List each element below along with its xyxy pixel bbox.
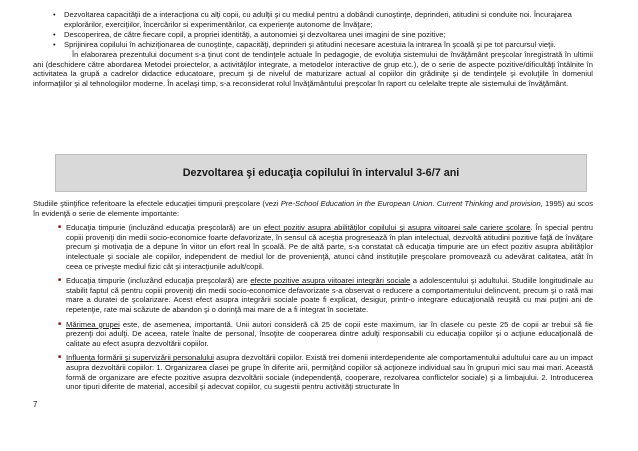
- finding-highlight: Influenţa formării şi supervizării personalului: [66, 353, 214, 363]
- finding-highlight: efecte pozitive asupra viitoarei integrări sociale: [250, 276, 411, 286]
- findings-list: [33, 223, 593, 392]
- finding-highlight: efect pozitiv asupra abilităţilor copilului şi asupra viitoarei sale cariere şcolare: [263, 223, 531, 233]
- studies-source-title: Pre-School Education in the European Union. Current Thinking and provision,: [280, 199, 543, 208]
- finding-text: . În special pentru copiii proveniţi din medii socio-economice foarte defavorizate, în sensul că aceştia progresează în plan intelectual, dezvoltă atitudini pozitive faţă de învăţare precum şi motivaţia de a depune în viitor un efort real în şcoală. Pe de altă parte, s-a constatat că educaţia timpurie are un efect pozitiv asupra abilităţilor intelectuale şi sociale ale copiilor, independent de mediul lor de provenienţă, atunci când instituţiile preşcolare promovează cu adevărat calitatea, atât în ceea ce priveşte mediul fizic cât şi interacţiunile adult/copil.: [66, 223, 594, 271]
- studies-intro-text: Studiile ştiinţifice referitoare la efectele educaţiei timpurii preşcolare (vezi: [33, 199, 281, 208]
- finding-text: asupra dezvoltării copiilor. Există trei domenii interdependente ale comportamentului adultului care au un impact asupra dezvoltării copiilor: 1. Organizarea clasei pe grupe în diferite arii, permiţând copiilor să acţioneze individual sau în grupuri mici sau mai mari. Această formă de organizare are efecte pozitive asupra dezvoltării sociale (independenţă, cooperare, rezolvarea conflictelor sociale) şi a limbajului. 2. Introducerea unor tipuri diferite de material, accesibil şi adecvat copiilor, cu sugestii pentru activităţi structurate în: [66, 353, 593, 392]
- studies-intro-paragraph: [33, 199, 593, 218]
- objectives-list: [33, 10, 593, 50]
- objectives-section: [33, 10, 593, 89]
- section-title-banner: [55, 154, 587, 192]
- list-item: [33, 223, 593, 271]
- list-item: • Descoperirea, de către fiecare copil, a propriei identităţi, a autonomiei şi dezvoltarea unei imagini de sine pozitive;: [33, 30, 593, 40]
- list-item: • Sprijinirea copilului în achiziţionarea de cunoştinţe, capacităţi, deprinderi şi atitudini necesare acestuia la intrarea în şcoală şi pe tot parcursul vieţii.: [33, 40, 593, 50]
- list-item: [33, 353, 593, 391]
- studies-section: [33, 199, 593, 392]
- list-item: [33, 320, 593, 349]
- studies-intro-text-end: 1995) au scos în evidenţă o serie de elemente importante:: [33, 199, 593, 218]
- finding-text: Educaţia timpurie (incluzând educaţia preşcolară) are un: [66, 223, 264, 233]
- section-title: Dezvoltarea şi educaţia copilului în intervalul 3-6/7 ani: [182, 167, 460, 179]
- page-number: 7: [33, 400, 38, 409]
- list-item: • Dezvoltarea capacităţii de a interacţiona cu alţi copii, cu adulţii şi cu mediul pentru a dobândi cunoştinţe, deprinderi, atitudini si conduite noi. Încurajarea explorărilor, exerciţiilor, încercărilor si experimentărilor, ca experienţe autonome de învăţare;: [33, 10, 593, 30]
- finding-text: a adolescentului şi adultului. Studiile longitudinale au stabilit faptul că pentru copiii proveniţi din medii socio-economice defavorizate s-a observat o reducere a comportamentului delincvent, precum şi o rată mai mare a duratei de şcolarizare. Acest efect asupra integrării sociale poate fi explicat, desigur, printr-o integrare educaţională reuşită cu mai puţini ani de repetenţie, rate mai scăzute de abandon şi o dorinţă mai mare de a fi integrat în societate.: [66, 276, 593, 314]
- list-item: [33, 276, 593, 314]
- finding-text: Educaţia timpurie (incluzând educaţia preşcolară) are: [66, 276, 251, 286]
- finding-text: este, de asemenea, importantă. Unii autori consideră că 25 de copii este maximum, iar în clasele cu peste 25 de copii ar trebui să fie prezenţi doi adulţi. De aceea, ratele înalte de personal, însoţite de cooperarea dintre adulţi responsabili cu educaţia copiilor şi o acţiune educaţională de calitate au efect asupra dezvoltării copiilor.: [66, 319, 593, 348]
- finding-highlight: Mărimea grupei: [66, 319, 120, 329]
- intro-paragraph: În elaborarea prezentului document s-a ţinut cont de tendinţele actuale în pedagogie, de evoluţia sistemului de învăţământ preşcolar înregistrată în ultimii ani (deschidere către abordarea Metodei proiectelor, a activităţilor integrate, a metodelor interactive de grup etc.), de o serie de aspecte pozitive/dificultăţi întâlnite în activitatea la grupă a cadrelor didactice educatoare, precum şi de nivelul de maturizare actual al copiilor din grădiniţe şi de tendinţele şi evoluţiile în domeniul informaţiilor şi al tehnologiilor moderne. În acelaşi timp, s-a reconsiderat rolul învăţământului preşcolar în raport cu celelalte trepte ale sistemului de învăţământ.: [33, 49, 593, 89]
